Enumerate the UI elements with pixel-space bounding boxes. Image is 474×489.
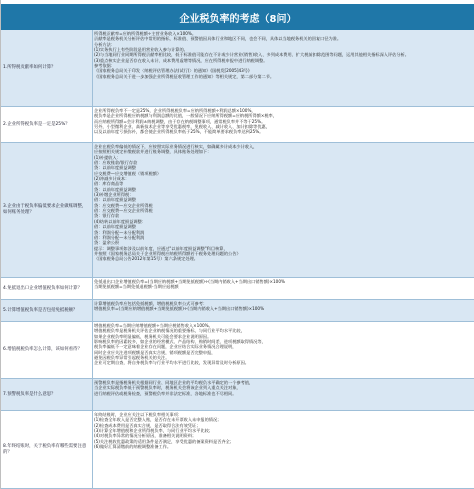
answer-line: (4)对税负率异常的情况分析原因，准备相关说明资料； [94, 433, 197, 439]
answer-cell [94, 323, 473, 377]
answer-cell [94, 31, 473, 105]
question-cell: 5.计算增值税负率是否包括免抵税额？ [1, 300, 93, 321]
question-cell: 3.企业由于税负率偏低要求企业做账调整，如何账务处理？ [1, 143, 93, 277]
answer-line: 《国家税务总局关于印发〈纳税评估管理办法(试行)〉的通知》(国税发[2005]43号) [94, 68, 250, 74]
answer-line: 增值税税负率是税务机关评估企业纳税情况的重要指标，与同行业平均水平比较， [94, 328, 245, 334]
answer-line: 年终结账时，企业应关注以下税负率相关事项： [94, 412, 182, 417]
answer-line: 贷：以前年度损益调整 [94, 186, 136, 192]
answer-line: 借：以前年度损益调整 [94, 224, 136, 230]
answer-line: 借：库存商品等 [94, 181, 124, 187]
answer-line: 另外，小型微利企业、高新技术企业等享受优惠税率，免税收入、减计收入、加计扣除等优惠， [94, 124, 270, 130]
answer-line: 增值税税负率=当期应纳增值税额÷当期应税销售收入×100%。 [94, 323, 213, 328]
answer-line: 税负率是企业所得税应纳税额与利润总额的比值，一般情况下应纳所得税额=应纳税所得额×税率， [94, 113, 277, 119]
question-cell: 1.所得税贡献率如何计算？ [1, 30, 93, 106]
answer-line: 当企业实际税负率低于预警税负率时，税务机关会将该企业列入重点关注对象， [94, 385, 241, 391]
answer-line: （国家税务总局公告2012年第15号）第六条规定处理。 [94, 256, 198, 262]
answer-line: 避免因税负率异常引起税务机关的关注。 [94, 355, 170, 361]
answer-line: 企业所得税负率不一定是25%，企业所得税税负率=应纳所得税额÷利润总额×100%， [94, 108, 256, 113]
answer-line: (6)做好汇算清缴前的纳税调整准备工作。 [94, 444, 172, 450]
answer-line: 并按照《国家税务总局关于企业所得税应纳税所得额若干税务处理问题的公告》 [94, 250, 241, 256]
answer-line: 分析方法： [94, 41, 115, 47]
answer-line: 免抵退出口企业增值税负率=(当期应纳税额+当期免抵税额)÷(当期内销收入+当期出口销售额)×100% [94, 279, 285, 284]
answer-line: 贷：应交税费—应交企业所得税 [94, 202, 153, 208]
answer-line: 企业可定期自查，将自身税负率与行业平均水平进行比较，发现异常及时分析原因。 [94, 360, 249, 366]
answer-line: (1)检查全年收入是否完整入账，是否存在未开票收入未申报的情况； [94, 417, 222, 423]
answer-line: 贷：盈余公积 [94, 240, 120, 246]
table-row [1, 411, 474, 489]
question-cell: 8.年终结账时，关于税负率有哪些需要注意的？ [1, 411, 93, 488]
answer-line: 借：以前年度损益调整 [94, 197, 136, 203]
answer-line: 增值税负率=(当期应纳增值税额+当期免抵税额)÷(当期内销收入+当期出口销售额)×100% [94, 306, 265, 312]
answer-line: (3)计算全年增值税和企业所得税负率，与同行业平均水平比较； [94, 428, 213, 434]
answer-line: (3)补缴企业所得税： [94, 192, 134, 198]
answer-line: (1)实务执行上有些阶段是用营业收入参与计算的。 [94, 47, 188, 53]
answer-line: 同时企业应关注进项税额是否真实合规，销项税额是否完整申报， [94, 349, 216, 355]
answer-line: 提示：调整事项如涉及以前年度，应通过"以前年度损益调整"科目核算， [94, 245, 228, 251]
answer-line: 贷：利润分配—未分配利润 [94, 229, 145, 235]
answer-line: 进行纳税评估或税务检查，预警税负率并非法定标准，各地标准也不尽相同。 [94, 390, 237, 396]
answer-line: (4)结转以前年度损益调整： [94, 218, 146, 224]
answer-cell [94, 301, 473, 320]
question-cell: 4.免抵退出口企业增值税负率如何计算？ [1, 278, 93, 299]
answer-line: 如果企业税负率明显偏低，税务机关可能会要求企业说明原因。 [94, 333, 212, 339]
answer-cell [94, 279, 473, 298]
table-row [1, 379, 474, 411]
answer-line: 税负率偏低不一定意味着企业存在问题，企业应结合实际业务情况合理说明， [94, 344, 237, 350]
answer-line: 以及以前年度亏损弥补，都会使企业所得税负率低于25%，不能简单要求税负率达到25%。 [94, 129, 264, 135]
answer-line: (2)冲减多计成本： [94, 176, 130, 182]
answer-line: 影响税负率的因素较多，如企业的经营模式、产品结构、购销时间差、进项税额取得情况等， [94, 339, 266, 345]
table-row [1, 300, 474, 322]
question-cell: 6.增值税税负率怎么计算，该如何看待？ [1, 322, 93, 378]
answer-line: 借：应交税费—应交企业所得税 [94, 208, 153, 214]
answer-line: 应交税费—应交增值税（销项税额） [94, 170, 162, 176]
answer-cell [94, 380, 473, 409]
page-title: 企业税负率的考虑（8问） [1, 4, 474, 30]
answer-line: 计算增值税负率应包括免抵税额，增值税税负率公式可参考： [94, 301, 208, 306]
answer-line: 参考依据： [94, 63, 115, 69]
answer-line: 企业在税负率偏低的情况下，应按照实际业务情况进行核实，如确属多计成本少计收入， [94, 144, 258, 149]
table-row [1, 30, 474, 107]
answer-line: 应按照相关规定补缴税款并进行账务调整，具体账务处理如下： [94, 149, 212, 155]
table-row [1, 107, 474, 143]
answer-line: 当期免抵税额=当期免抵退税额-当期应退税额 [94, 284, 179, 290]
answer-line: (2)检查成本费用是否真实合规，是否取得合法有效凭证； [94, 422, 201, 428]
answer-line: 借：利润分配—未分配利润 [94, 234, 145, 240]
answer-line: (5)关注税收优惠政策的适用条件是否满足，享受优惠的备案资料是否齐全； [94, 438, 234, 444]
question-cell: 7.预警税负率是什么意思？ [1, 379, 93, 410]
table-row [1, 143, 474, 278]
answer-line: 贷：以前年度损益调整 [94, 165, 136, 171]
question-cell: 2.企业所得税负率是一定是25%？ [1, 107, 93, 142]
table-row [1, 278, 474, 300]
answer-line: 《国家税务总局关于进一步加强企业所得税征收管理工作的通知》等相关规定，第二部分第二节。 [94, 73, 275, 79]
answer-cell [94, 108, 473, 141]
answer-line: (3)重点核实企业是否存在收入未计、成本费用虚增等情况，应在所得税申报中进行纳税调整。 [94, 57, 268, 63]
answer-line: 而应纳税所得额=会计利润±纳税调整，由于存在纳税调整事项，通常税负率并不等于25%。 [94, 118, 266, 124]
answer-cell [94, 144, 473, 276]
table-row [1, 322, 474, 379]
answer-line: 所得税贡献率=应纳所得税额÷主营业务收入×100%。 [94, 31, 197, 36]
answer-line: (2)与当地同行业同期所得税贡献率相比较，低于标准值可能存在不计或少计营业(销售)收入、多列成本费用、扩大税前扣除范围等问题，运用其他相关指标深入评估分析。 [94, 52, 409, 58]
answer-cell [94, 412, 473, 487]
answer-line: 贷：银行存款 [94, 213, 120, 219]
answer-line: 借：应收账款/银行存款 [94, 160, 138, 166]
answer-line: 贡献率是税务机关分析评估中常用的指标，标准值、预警值因具体行业和地区不同，也会不同，具体以当地税务机关的回复口径为准。 [94, 36, 342, 42]
answer-line: 预警税负率是指税务机关根据同行业、同地区企业的平均税负水平确定的一个参考值， [94, 380, 254, 385]
answer-line: (1)补提收入： [94, 154, 121, 160]
